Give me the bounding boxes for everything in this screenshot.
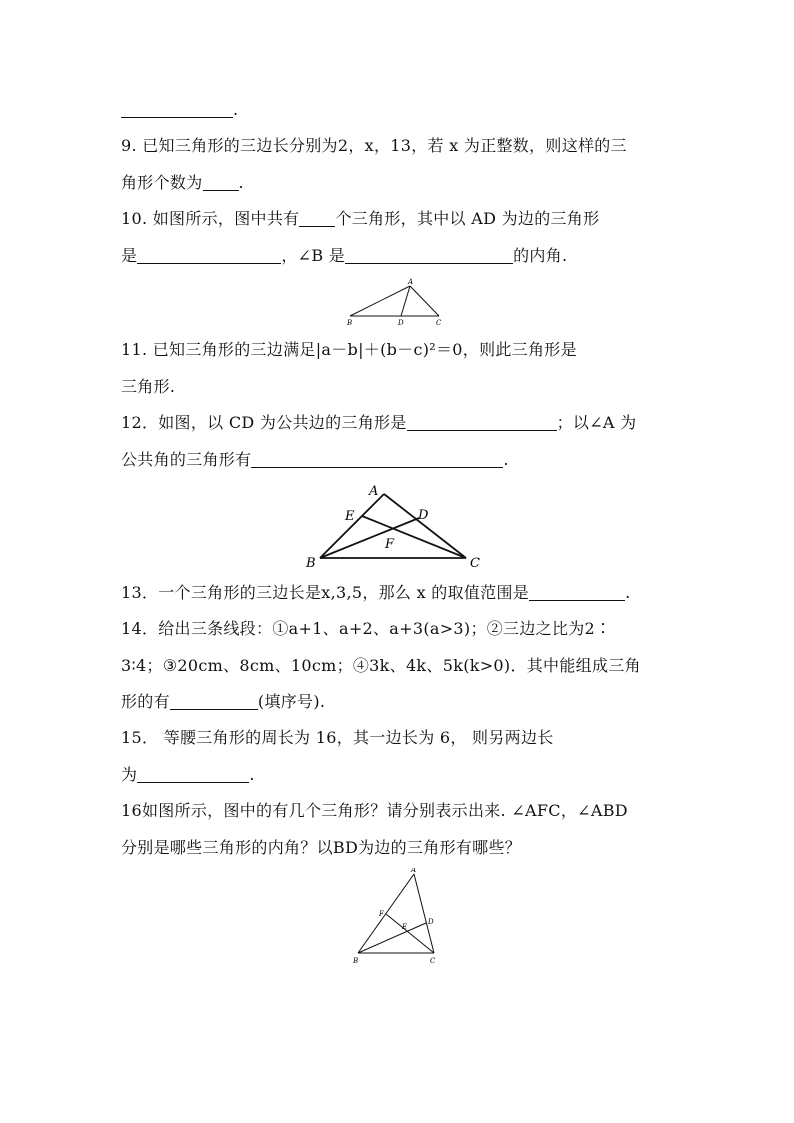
text: 形的有	[121, 692, 170, 711]
q14-line-2	[121, 654, 641, 678]
figure-triangle-abc-edf	[300, 480, 490, 572]
q12-line-2	[121, 448, 509, 472]
blank	[203, 174, 239, 191]
q14-line-3	[121, 690, 325, 714]
blank	[345, 247, 513, 264]
label-a: A	[408, 278, 414, 286]
text: 个三角形，其中以 AD 为边的三角形	[335, 209, 600, 228]
text: 公共角的三角形有	[121, 450, 252, 469]
text: ；以∠A 为	[556, 413, 637, 432]
q9-line-2	[121, 171, 244, 195]
label-e: E	[402, 923, 408, 931]
blank	[170, 693, 258, 710]
label-d: D	[398, 319, 404, 327]
text: 13．一个三角形的三边长是x,3,5，那么 x 的取值范围是	[121, 583, 530, 602]
q16-line-1	[121, 799, 628, 823]
q11-line-1	[121, 338, 577, 362]
text: 11. 已知三角形的三边满足|a－b|＋(b－c)²＝0，则此三角形是	[121, 340, 577, 359]
text: ，∠B 是	[281, 246, 346, 265]
text: .	[625, 583, 631, 602]
blank	[251, 451, 503, 468]
q16-line-2	[121, 836, 521, 860]
blank	[137, 766, 249, 783]
label-a: A	[411, 868, 417, 874]
text: 3∶4；③20cm、8cm、10cm；④3k、4k、5k(k>0)．其中能组成三角	[121, 656, 641, 675]
text: (填序号).	[257, 692, 326, 711]
text: 三角形.	[121, 377, 176, 396]
q11-line-2	[121, 375, 175, 399]
q14-line-1	[121, 617, 611, 641]
q15-line-1	[121, 726, 554, 750]
label-f: F	[379, 910, 384, 918]
text: .	[503, 450, 509, 469]
label-c: C	[430, 957, 436, 965]
text: 9. 已知三角形的三边长分别为2，x，13，若 x 为正整数，则这样的三	[121, 136, 627, 155]
label-f: F	[385, 537, 395, 552]
q15-line-2	[121, 763, 255, 787]
label-d: D	[428, 918, 434, 926]
q13-line	[121, 581, 631, 605]
text: 分别是哪些三角形的内角？以BD为边的三角形有哪些？	[121, 838, 522, 857]
label-e: E	[345, 509, 355, 524]
label-d: D	[418, 508, 429, 523]
text: 12．如图，以 CD 为公共边的三角形是	[121, 413, 407, 432]
blank	[299, 210, 335, 227]
text: 是	[121, 246, 138, 265]
blank	[407, 414, 557, 431]
text: .	[238, 173, 244, 192]
text: .	[249, 765, 255, 784]
label-b: B	[353, 957, 359, 965]
text: 为	[121, 765, 138, 784]
q9-line-1	[121, 134, 627, 158]
text: 的内角.	[513, 246, 568, 265]
text: 16如图所示，图中的有几个三角形？请分别表示出来. ∠AFC，∠ABD	[121, 801, 628, 820]
figure-triangle-abc-d	[344, 276, 448, 328]
q12-line-1	[121, 411, 636, 435]
blank	[529, 584, 625, 601]
blank	[121, 101, 233, 118]
label-b: B	[306, 556, 316, 571]
text: 14．给出三条线段：①a+1、a+2、a+3(a>3)；②三边之比为2∶	[121, 619, 612, 638]
figure-triangle-abc-fed	[350, 868, 446, 968]
q10-line-2	[121, 244, 567, 268]
label-b: B	[347, 319, 353, 327]
q10-line-1	[121, 207, 599, 231]
label-a: A	[369, 484, 379, 499]
text: 10. 如图所示，图中共有	[121, 209, 300, 228]
text: .	[233, 100, 239, 119]
text: 15． 等腰三角形的周长为 16，其一边长为 6， 则另两边长	[121, 728, 554, 747]
label-c: C	[470, 556, 480, 571]
text: 角形个数为	[121, 173, 203, 192]
answer-blank-line	[121, 98, 238, 122]
blank	[137, 247, 281, 264]
label-c: C	[436, 319, 442, 327]
